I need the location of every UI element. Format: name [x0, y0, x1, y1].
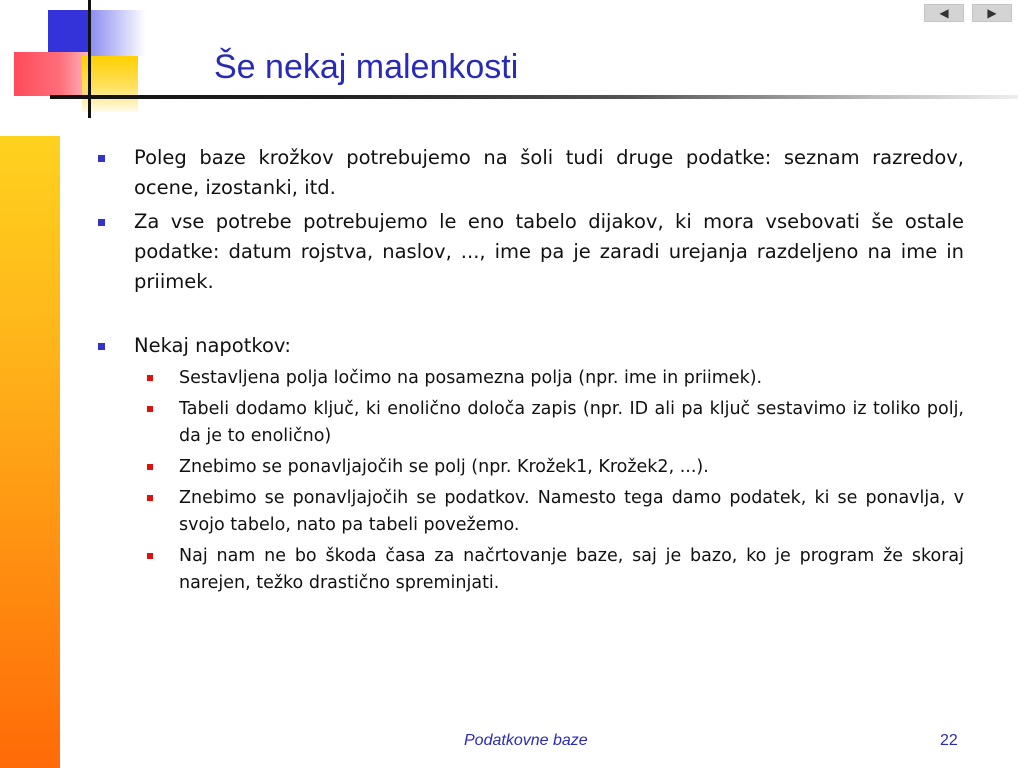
square-bullet-icon — [147, 495, 153, 501]
prev-slide-button[interactable] — [924, 4, 964, 22]
sub-bullet-item — [96, 454, 964, 481]
sub-bullet-list — [96, 365, 964, 597]
square-bullet-icon — [98, 219, 105, 226]
sub-bullet-item — [96, 543, 964, 597]
sub-bullet-item — [96, 485, 964, 539]
decor-blue-fade — [90, 10, 146, 56]
title-underline — [50, 95, 1018, 99]
side-gradient-strip — [0, 136, 60, 768]
decor-blue-square — [48, 10, 90, 56]
sub-bullet-text: Znebimo se ponavljajočih se polj (npr. Krožek1, Krožek2, ...). — [179, 457, 709, 477]
square-bullet-icon — [98, 343, 105, 350]
square-bullet-icon — [147, 406, 153, 412]
sub-bullet-text: Sestavljena polja ločimo na posamezna polja (npr. ime in priimek). — [179, 368, 763, 388]
next-slide-button[interactable] — [972, 4, 1012, 22]
square-bullet-icon — [98, 155, 105, 162]
footer-title: Podatkovne baze — [464, 732, 588, 749]
square-bullet-icon — [147, 464, 153, 470]
arrow-right-icon: ▶ — [987, 6, 997, 20]
bullet-item — [96, 207, 964, 297]
bullet-text: Za vse potrebe potrebujemo le eno tabelo dijakov, ki mora vsebovati še ostale podatke: datum rojstva, naslov, ..., ime pa je zaradi urejanja razdeljeno na ime in priimek. — [134, 210, 964, 293]
bullet-text: Poleg baze krožkov potrebujemo na šoli tudi druge podatke: seznam razredov, ocene, izostanki, itd. — [134, 146, 964, 199]
square-bullet-icon — [147, 553, 153, 559]
slide-title: Še nekaj malenkosti — [214, 48, 519, 86]
bullet-item — [96, 143, 964, 203]
sub-bullet-item — [96, 396, 964, 450]
square-bullet-icon — [147, 375, 153, 381]
arrow-left-icon: ◀ — [939, 6, 949, 20]
bullet-text: Nekaj napotkov: — [134, 334, 291, 357]
sub-bullet-text: Znebimo se ponavljajočih se podatkov. Namesto tega damo podatek, ki se ponavlja, v svojo tabelo, nato pa tabeli povežemo. — [179, 488, 964, 535]
decor-vertical-line — [88, 0, 91, 118]
slide-content — [96, 143, 964, 601]
sub-bullet-text: Tabeli dodamo ključ, ki enolično določa zapis (npr. ID ali pa ključ sestavimo iz toliko polj, da je to enolično) — [179, 399, 964, 446]
sub-bullet-text: Naj nam ne bo škoda časa za načrtovanje baze, saj je bazo, ko je program že skoraj narejen, težko drastično spreminjati. — [179, 546, 964, 593]
bullet-item — [96, 331, 964, 361]
sub-bullet-item — [96, 365, 964, 392]
page-number: 22 — [940, 732, 958, 749]
decor-red-block — [14, 52, 90, 96]
